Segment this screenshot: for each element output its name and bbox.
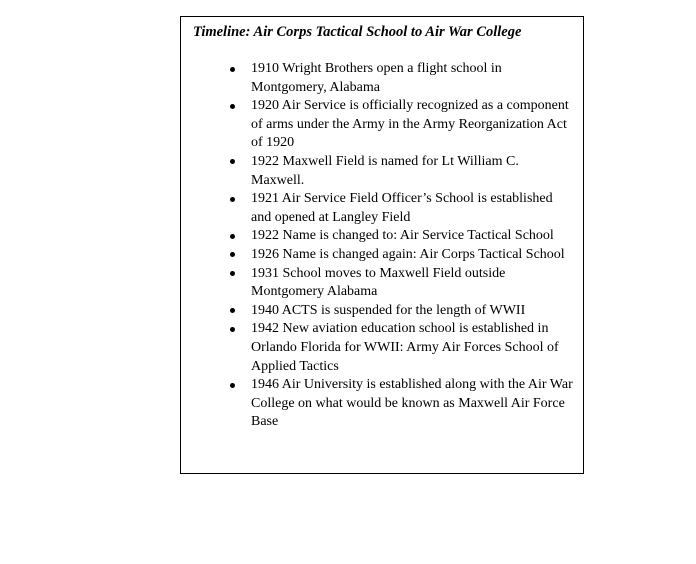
bullet-icon [230, 104, 235, 109]
timeline-item [193, 190, 573, 227]
timeline-item-text: 1931 School moves to Maxwell Field outside Montgomery Alabama [251, 265, 506, 300]
bullet-icon [230, 252, 235, 257]
bullet-icon [230, 159, 235, 164]
bullet-icon [230, 327, 235, 332]
timeline-item [193, 320, 573, 376]
timeline-title: Timeline: Air Corps Tactical School to Air War College [193, 24, 522, 40]
bullet-icon [230, 67, 235, 72]
timeline-item [193, 227, 573, 246]
timeline-item-text: 1922 Name is changed to: Air Service Tactical School [251, 228, 554, 244]
timeline-item [193, 97, 573, 153]
timeline-item [193, 153, 573, 190]
timeline-item-text: 1910 Wright Brothers open a flight school in Montgomery, Alabama [251, 61, 502, 95]
timeline-item-text: 1922 Maxwell Field is named for Lt William C. Maxwell. [251, 153, 519, 188]
timeline-item [193, 376, 573, 432]
bullet-icon [230, 197, 235, 202]
bullet-icon [230, 383, 235, 388]
timeline-item-text: 1946 Air University is established along with the Air War College on what would be known as Maxwell Air Force Base [251, 377, 573, 430]
timeline-item [193, 265, 573, 302]
timeline-item [193, 60, 573, 97]
bullet-icon [230, 234, 235, 239]
timeline-item-text: 1920 Air Service is officially recognized as a component of arms under the Army in the Army Reorganization Act of 1920 [251, 98, 569, 151]
bullet-icon [230, 308, 235, 313]
timeline-item-text: 1942 New aviation education school is established in Orlando Florida for WWII: Army Air Forces School of Applied Tactics [251, 321, 559, 374]
timeline-item [193, 246, 573, 265]
timeline-item-text: 1921 Air Service Field Officer’s School is established and opened at Langley Field [251, 191, 553, 225]
bullet-icon [230, 271, 235, 276]
timeline-item-text: 1926 Name is changed again: Air Corps Tactical School [251, 246, 565, 262]
timeline-item [193, 302, 573, 321]
timeline-item-text: 1940 ACTS is suspended for the length of WWII [251, 302, 526, 318]
timeline-box [180, 16, 584, 474]
timeline-list [193, 60, 573, 432]
